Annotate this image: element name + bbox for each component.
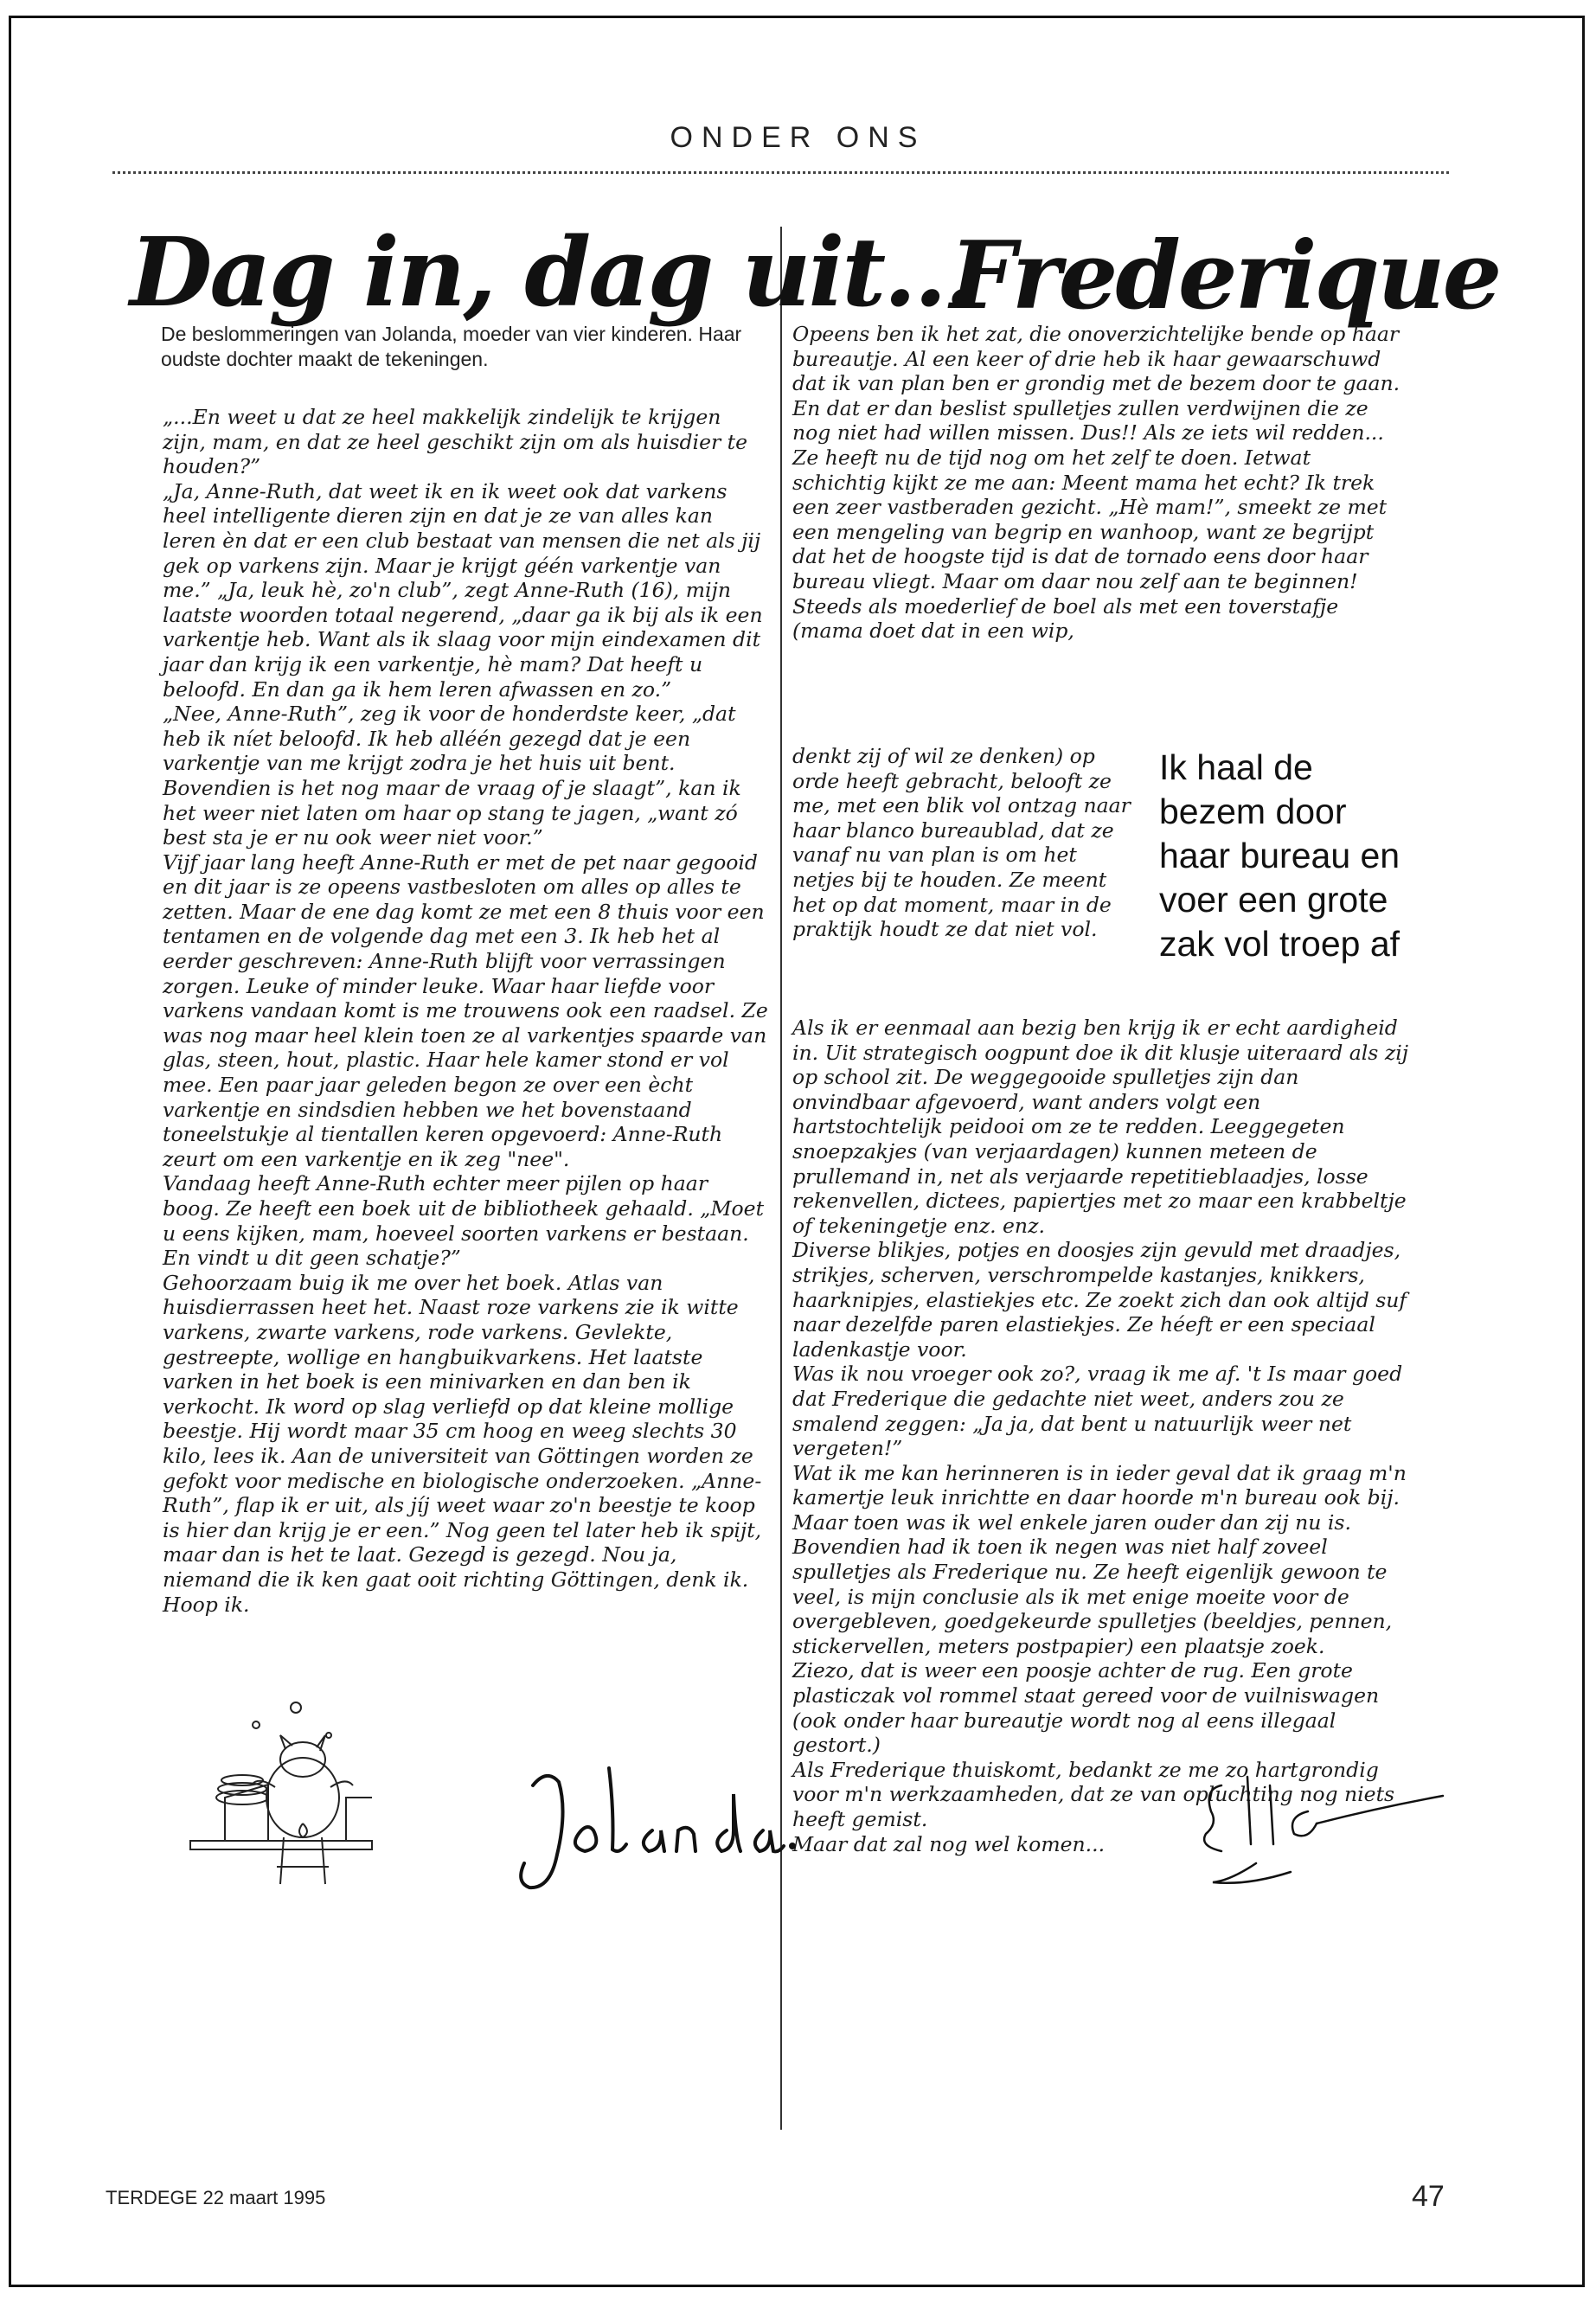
section-title: ONDER ONS <box>670 121 926 154</box>
paragraph: Bovendien had ik toen ik negen was niet half zoveel spulletjes als Frederique nu. Ze heeft eigenlijk gewoon te veel, is mijn conclusie als ik met enige moeite voor de overgebleven, goedgekeurde spulletjes (beeldjes, pennen, stickervellen, meters postpapier) een plaatsje zoek. <box>792 1535 1393 1658</box>
paragraph: „Nee, Anne-Ruth”, zeg ik voor de honderdste keer, „dat heb ik níet beloofd. Ik heb alléén gezegd dat je een varkentje van me krijgt zodra je het huis uit bent. Bovendien is het nog maar de vraag of je slaagt”, kan ik het weer niet laten om haar op stang te jagen, „want zó best sta je er nu ook weer niet voor.” <box>163 702 741 850</box>
paragraph: „...En weet u dat ze heel makkelijk zindelijk te krijgen zijn, mam, en dat ze heel geschikt zijn om als huisdier te houden?” <box>163 405 748 479</box>
paragraph: Als Frederique thuiskomt, bedankt ze me zo hartgrondig voor m'n werkzaamheden, dat ze van opluchting nog niets heeft gemist. <box>792 1757 1395 1831</box>
right-article-body <box>792 1016 1408 1856</box>
paragraph: Gehoorzaam buig ik me over het boek. Atlas van huisdierrassen heet het. Naast roze varkens zie ik witte varkens, zwarte varkens, rode varkens. Gevlekte, gestreepte, wollige en hangbuikvarkens. Het laatste varken in het boek is een minivarken en dan ben ik verkocht. Ik word op slag verliefd op dat kleine mollige beestje. Hij wordt maar 35 cm hoog en weeg slechts 30 kilo, lees ik. Aan de universiteit van Göttingen worden ze gefokt voor medische en biologische onderzoeken. „Anne-Ruth”, flap ik er uit, als jíj weet waar zo'n beestje te koop is hier dan krijg je er een.” Nog geen tel later heb ik spijt, maar dan is het te laat. Gezegd is gezegd. Nou ja, niemand die ik ken gaat ooit richting Göttingen, denk ik. Hoop ik. <box>163 1270 762 1617</box>
pull-quote: Ik haal de bezem door haar bureau en voer een grote zak vol troep af <box>1159 747 1401 964</box>
pig-washing-dishes-illustration <box>173 1694 389 1893</box>
paragraph: Als ik er eenmaal aan bezig ben krijg ik er echt aardigheid in. Uit strategisch oogpunt doe ik dit klusje uiteraard als zij op school zit. De weggegooide spulletjes zijn dan onvindbaar afgevoerd, want anders volgt een hartstochtelijk peidooi om ze te redden. Leeggegeten snoepzakjes (van verjaardagen) kunnen meteen de prullemand in, net als verjaarde repetitieblaadjes, losse rekenvellen, dictees, papiertjes met zo maar een krabbeltje of tekeningetje enz. enz. <box>792 1016 1408 1238</box>
footer-publication: TERDEGE 22 maart 1995 <box>106 2187 326 2208</box>
paragraph: Vandaag heeft Anne-Ruth echter meer pijlen op haar boog. Ze heeft een boek uit de bibliotheek gehaald. „Moet u eens kijken, mam, hoeveel soorten varkens er bestaan. En vindt u dit geen schatje?” <box>163 1171 765 1271</box>
paragraph: Wat ik me kan herinneren is in ieder geval dat ik graag m'n kamertje leuk inrichtte en daar hoorde m'n bureau ook bij. Maar toen was ik wel enkele jaren ouder dan zij nu is. <box>792 1460 1407 1535</box>
paragraph: Ziezo, dat is weer een poosje achter de rug. Een grote plasticzak vol rommel staat gereed voor de vuilniswagen (ook onder haar bureautje wordt nog al eens illegaal gestort.) <box>792 1658 1380 1758</box>
right-article-narrow <box>792 744 1138 942</box>
paragraph: Vijf jaar lang heeft Anne-Ruth er met de pet naar gegooid en dit jaar is ze opeens vastbesloten om alles op alles te zetten. Maar de ene dag komt ze met een 8 thuis voor een tentamen en de volgende dag met een 3. Ik heb het al eerder geschreven: Anne-Ruth blijft voor verrassingen zorgen. Leuke of minder leuke. Waar haar liefde voor varkens vandaan komt is me trouwens ook een raadsel. Ze was nog maar heel klein toen ze al varkentjes spaarde van glas, steen, hout, plastic. Haar hele kamer stond er vol mee. Een paar jaar geleden begon ze over een ècht varkentje en sindsdien hebben we het bovenstaand toneelstukje al tientallen keren opgevoerd: Anne-Ruth zeurt om een varkentje en ik zeg "nee". <box>163 849 768 1171</box>
left-article-body <box>163 405 768 1617</box>
paragraph: denkt zij of wil ze denken) op orde heeft gebracht, belooft ze me, met een blik vol ontzag naar haar blanco bureaublad, dat ze vanaf nu van plan is om het netjes bij te houden. Ze meent het op dat moment, maar in de praktijk houdt ze dat niet vol. <box>792 744 1131 942</box>
paragraph: Diverse blikjes, potjes en doosjes zijn gevuld met draadjes, strikjes, scherven, verschrompelde kastanjes, knikkers, haarknipjes, elastiekjes etc. Ze zoekt zich dan ook altijd suf naar dezelfde paren elastiekjes. Ze héeft er een speciaal ladenkastje voor. <box>792 1238 1407 1362</box>
left-subtitle: De beslommeringen van Jolanda, moeder van vier kinderen. Haar oudste dochter maakt de tekeningen. <box>161 323 742 370</box>
left-headline: Dag in, dag uit... <box>130 216 976 328</box>
right-article-intro <box>792 322 1408 644</box>
paragraph: „Ja, Anne-Ruth, dat weet ik en ik weet ook dat varkens heel intelligente dieren zijn en dat je ze van alles kan leren èn dat er een club bestaat van mensen die net als jij gek op varkens zijn. Maar je krijgt géén varkentje van me.” „Ja, leuk hè, zo'n club”, zegt Anne-Ruth (16), mijn laatste woorden totaal negerend, „daar ga ik bij als ik een varkentje heb. Want als ik slaag voor mijn eindexamen dit jaar dan krijg ik een varkentje, hè mam? Dat heeft u beloofd. En dan ga ik hem leren afwassen en zo.” <box>163 478 763 702</box>
right-headline: Frederique <box>950 221 1500 330</box>
paragraph: Was ik nou vroeger ook zo?, vraag ik me af. 't Is maar goed dat Frederique die gedachte niet weet, anders zou ze smalend zeggen: „Ja ja, dat bent u natuurlijk weer net vergeten!” <box>792 1362 1403 1461</box>
paragraph: Opeens ben ik het zat, die onoverzichtelijke bende op haar bureautje. Al een keer of drie heb ik haar gewaarschuwd dat ik van plan ben er grondig met de bezem door te gaan. En dat er dan beslist spulletjes zullen verdwijnen die ze nog niet had willen missen. Dus!! Als ze iets wil redden... Ze heeft nu de tijd nog om het zelf te doen. Ietwat schichtig kijkt ze me aan: Meent mama het echt? Ik trek een zeer vastberaden gezicht. „Hè mam!”, smeekt ze met een mengeling van begrip en wanhoop, want ze begrijpt dat het de hoogste tijd is dat de tornado eens door haar bureau vliegt. Maar om daar nou zelf aan te beginnen! Steeds als moederlief de boel als met een toverstafje (mama doet dat in een wip, <box>792 322 1401 644</box>
dotted-rule <box>112 171 1449 174</box>
jolanda-signature <box>507 1734 801 1907</box>
page-number: 47 <box>1412 2180 1445 2213</box>
ella-signature <box>1187 1734 1455 1898</box>
paragraph: Maar dat zal nog wel komen... <box>792 1831 1106 1856</box>
